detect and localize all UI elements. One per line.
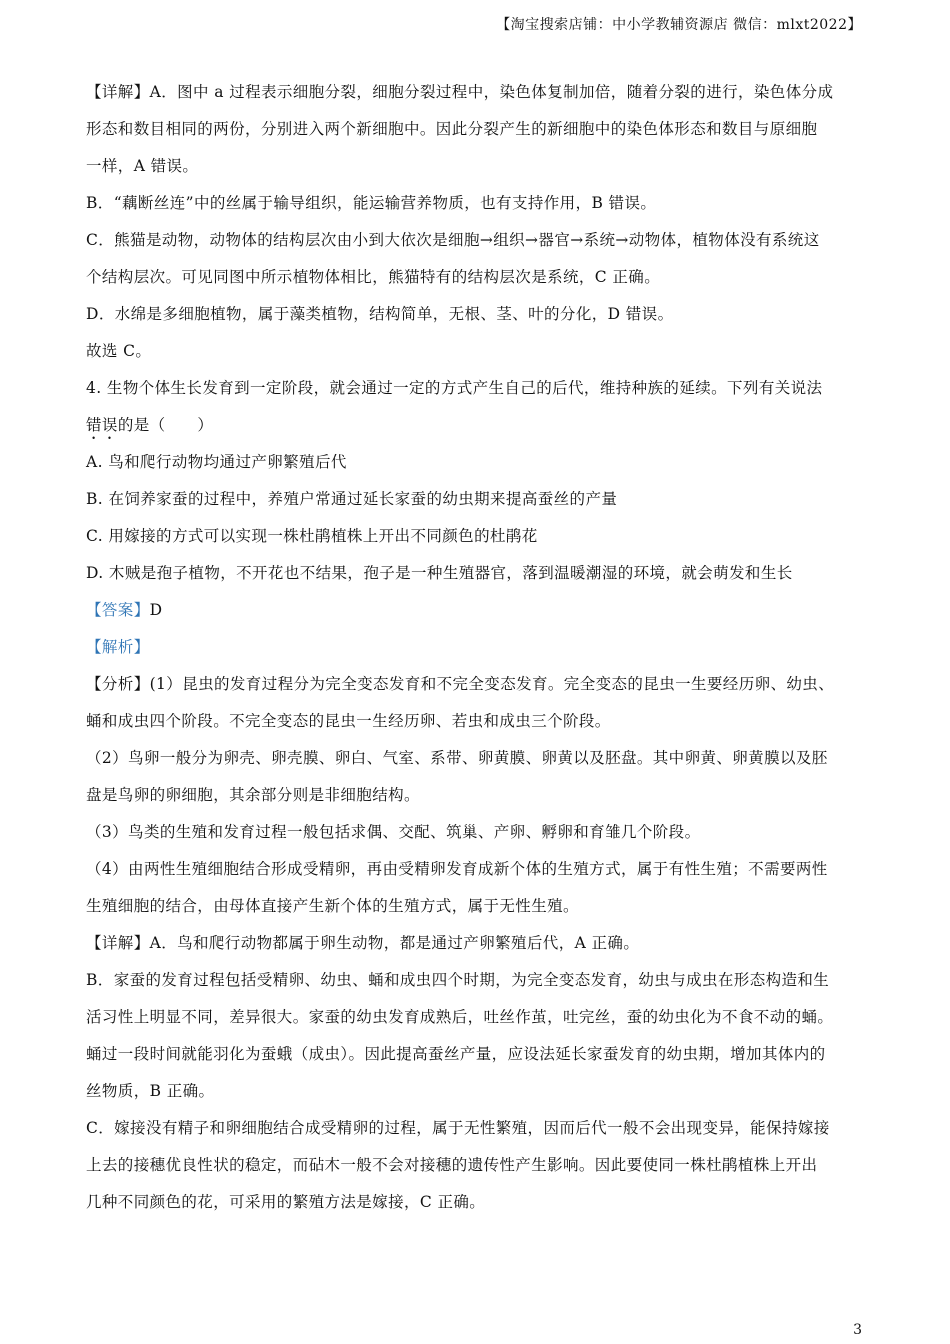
explanation-line: D．水绵是多细胞植物，属于藻类植物，结构简单，无根、茎、叶的分化，D 错误。 bbox=[86, 305, 674, 323]
emphasized-word: 错误 bbox=[86, 416, 118, 434]
detail-line: 蛹过一段时间就能羽化为蚕蛾（成虫）。因此提高蚕丝产量，应设法延长家蚕发育的幼虫期，增加其体内的 bbox=[86, 1045, 826, 1063]
document-body bbox=[86, 74, 866, 1221]
option-b: B. 在饲养家蚕的过程中，养殖户常通过延长家蚕的幼虫期来提高蚕丝的产量 bbox=[86, 490, 618, 508]
analysis-line: （3）鸟类的生殖和发育过程一般包括求偶、交配、筑巢、产卵、孵卵和育雏几个阶段。 bbox=[86, 823, 701, 841]
detail-line: C．嫁接没有精子和卵细胞结合成受精卵的过程，属于无性繁殖，因而后代一般不会出现变异，能保持嫁接 bbox=[86, 1119, 830, 1137]
explanation-line: 【详解】A．图中 a 过程表示细胞分裂，细胞分裂过程中，染色体复制加倍，随着分裂的进行，染色体分成 bbox=[86, 83, 834, 101]
detail-line: 【详解】A．鸟和爬行动物都属于卵生动物，都是通过产卵繁殖后代，A 正确。 bbox=[86, 934, 640, 952]
page-number: 3 bbox=[853, 1322, 862, 1338]
answer-value: D bbox=[149, 601, 163, 619]
question-stem: 4. 生物个体生长发育到一定阶段，就会通过一定的方式产生自己的后代，维持种族的延续。下列有关说法 bbox=[86, 379, 823, 397]
answer-conclusion: 故选 C。 bbox=[86, 342, 152, 360]
analysis-tag: 【解析】 bbox=[86, 638, 150, 656]
answer-tag: 【答案】 bbox=[86, 601, 150, 619]
analysis-line: 蛹和成虫四个阶段。不完全变态的昆虫一生经历卵、若虫和成虫三个阶段。 bbox=[86, 712, 611, 730]
question-stem-end bbox=[86, 407, 866, 444]
detail-line: 上去的接穗优良性状的稳定，而砧木一般不会对接穗的遗传性产生影响。因此要使同一株杜鹃植株上开出 bbox=[86, 1156, 818, 1174]
explanation-line: 一样，A 错误。 bbox=[86, 157, 199, 175]
analysis-line: （4）由两性生殖细胞结合形成受精卵，再由受精卵发育成新个体的生殖方式，属于有性生殖；不需要两性 bbox=[86, 860, 828, 878]
analysis-line: （2）鸟卵一般分为卵壳、卵壳膜、卵白、气室、系带、卵黄膜、卵黄以及胚盘。其中卵黄、卵黄膜以及胚 bbox=[86, 749, 828, 767]
analysis-line: 生殖细胞的结合，由母体直接产生新个体的生殖方式，属于无性生殖。 bbox=[86, 897, 579, 915]
analysis-line: 【分析】(1）昆虫的发育过程分为完全变态发育和不完全变态发育。完全变态的昆虫一生要经历卵、幼虫、 bbox=[86, 675, 835, 693]
option-c: C. 用嫁接的方式可以实现一株杜鹃植株上开出不同颜色的杜鹃花 bbox=[86, 527, 538, 545]
detail-line: 丝物质，B 正确。 bbox=[86, 1082, 215, 1100]
detail-line: B．家蚕的发育过程包括受精卵、幼虫、蛹和成虫四个时期，为完全变态发育，幼虫与成虫在形态构造和生 bbox=[86, 971, 830, 989]
explanation-line: 形态和数目相同的两份，分别进入两个新细胞中。因此分裂产生的新细胞中的染色体形态和数目与原细胞 bbox=[86, 120, 818, 138]
header-note: 【淘宝搜索店铺：中小学教辅资源店 微信：mlxt2022】 bbox=[496, 17, 862, 33]
question-stem-tail: 的是（ ） bbox=[117, 416, 214, 434]
detail-line: 几种不同颜色的花，可采用的繁殖方法是嫁接，C 正确。 bbox=[86, 1193, 486, 1211]
explanation-line: C．熊猫是动物，动物体的结构层次由小到大依次是细胞→组织→器官→系统→动物体，植物体没有系统这 bbox=[86, 231, 820, 249]
explanation-line: 个结构层次。可见同图中所示植物体相比，熊猫特有的结构层次是系统，C 正确。 bbox=[86, 268, 661, 286]
analysis-line: 盘是鸟卵的卵细胞，其余部分则是非细胞结构。 bbox=[86, 786, 420, 804]
explanation-line: B．“藕断丝连”中的丝属于输导组织，能运输营养物质，也有支持作用，B 错误。 bbox=[86, 194, 657, 212]
detail-line: 活习性上明显不同，差异很大。家蚕的幼虫发育成熟后，吐丝作茧，吐完丝，蚕的幼虫化为不食不动的蛹。 bbox=[86, 1008, 834, 1026]
option-d: D. 木贼是孢子植物，不开花也不结果，孢子是一种生殖器官，落到温暖潮湿的环境，就会萌发和生长 bbox=[86, 564, 793, 582]
answer-line bbox=[86, 592, 866, 629]
option-a: A. 鸟和爬行动物均通过产卵繁殖后代 bbox=[86, 453, 347, 471]
